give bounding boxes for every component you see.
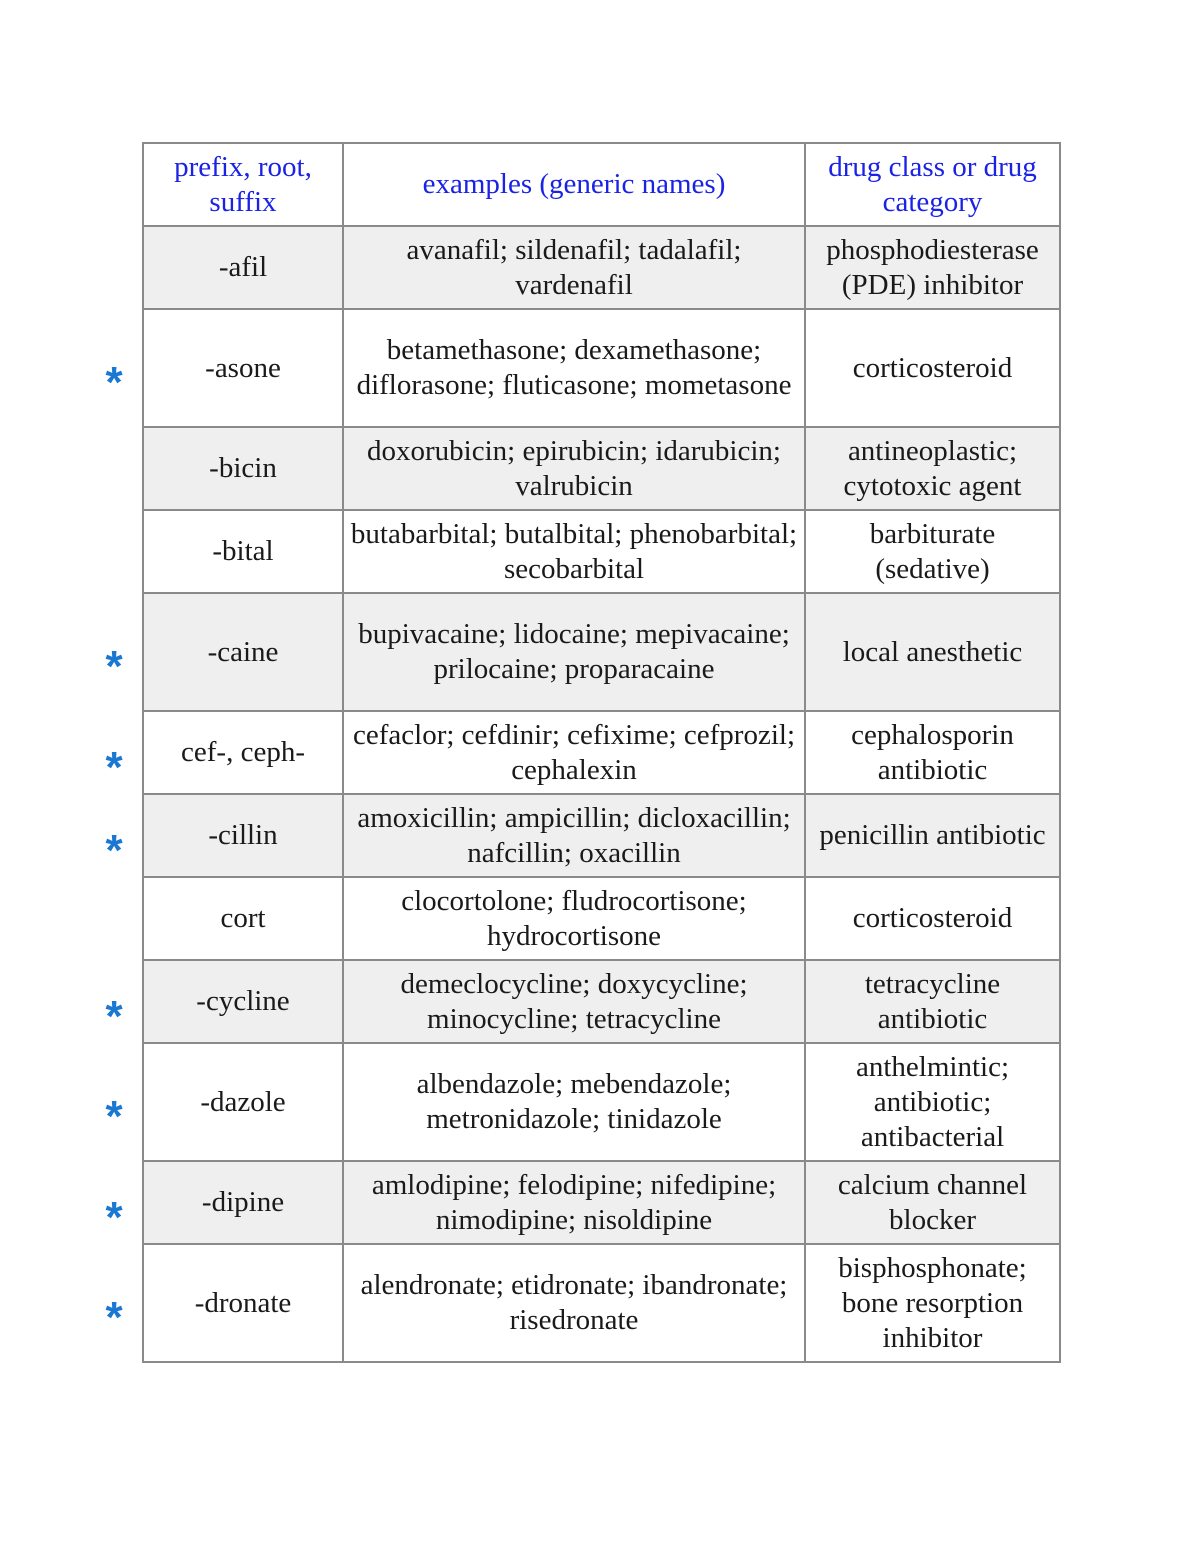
cell-examples-text: amlodipine; felodipine; nifedipine; nimodipine; nisoldipine (371, 1168, 777, 1236)
star-marker-icon: * (105, 1192, 123, 1242)
cell-affix-text: -afil (218, 251, 268, 283)
cell-examples (343, 309, 805, 427)
cell-drug-class-text: phosphodiesterase (PDE) inhibitor (826, 233, 1039, 301)
table-row (143, 711, 1060, 794)
cell-drug-class-text: bisphosphonate; bone resorption inhibitor (838, 1251, 1027, 1354)
cell-affix-text: cef-, ceph- (181, 736, 305, 768)
cell-examples (343, 510, 805, 593)
cell-affix (143, 510, 343, 593)
cell-examples (343, 960, 805, 1043)
cell-drug-class (805, 1161, 1060, 1244)
cell-affix (143, 877, 343, 960)
cell-affix-text: -dronate (194, 1286, 292, 1319)
cell-examples-text: clocortolone; fludrocortisone; hydrocortisone (401, 884, 747, 952)
star-marker-icon: * (105, 1092, 123, 1141)
cell-affix-text: -dipine (201, 1186, 285, 1218)
cell-affix-text: cort (220, 902, 266, 934)
cell-examples (343, 1161, 805, 1244)
table-row (143, 960, 1060, 1043)
cell-affix-text: -asone (205, 351, 281, 384)
cell-examples-text: albendazole; mebendazole; metronidazole; tinidazole (416, 1068, 732, 1135)
cell-affix-text: -cillin (208, 819, 278, 851)
table-row (143, 794, 1060, 877)
cell-examples (343, 1043, 805, 1161)
cell-examples-text: demeclocycline; doxycycline; minocycline; tetracycline (400, 967, 748, 1035)
cell-drug-class (805, 960, 1060, 1043)
cell-affix-text: -cycline (196, 985, 290, 1017)
cell-drug-class-text: penicillin antibiotic (819, 819, 1046, 851)
cell-affix (143, 1043, 343, 1161)
cell-affix-text: -caine (207, 635, 279, 668)
cell-examples (343, 877, 805, 960)
cell-examples (343, 427, 805, 510)
cell-examples-text: amoxicillin; ampicillin; dicloxacillin; nafcillin; oxacillin (357, 801, 791, 869)
cell-examples-text: butabarbital; butalbital; phenobarbital; secobarbital (350, 517, 798, 585)
cell-examples-text: betamethasone; dexamethasone; diflorasone; fluticasone; mometasone (356, 334, 792, 401)
cell-drug-class-text: anthelmintic; antibiotic; antibacterial (855, 1050, 1009, 1153)
header-affix: prefix, root, suffix (143, 143, 343, 226)
cell-examples (343, 794, 805, 877)
star-marker-icon: * (105, 742, 123, 792)
cell-drug-class (805, 1244, 1060, 1362)
cell-affix-text: -bicin (209, 452, 277, 484)
table-row (143, 1244, 1060, 1362)
table-row (143, 877, 1060, 960)
star-marker-icon: * (105, 1293, 123, 1342)
table-row (143, 1043, 1060, 1161)
cell-affix (143, 309, 343, 427)
cell-drug-class-text: local anesthetic (842, 635, 1023, 668)
star-marker-icon: * (105, 825, 123, 875)
star-marker-icon: * (105, 642, 123, 691)
cell-drug-class-text: corticosteroid (852, 902, 1013, 934)
cell-affix-text: -dazole (200, 1085, 286, 1118)
cell-affix (143, 226, 343, 309)
cell-drug-class (805, 510, 1060, 593)
cell-examples-text: cefaclor; cefdinir; cefixime; cefprozil; cephalexin (353, 718, 795, 786)
header-row (143, 143, 1060, 226)
cell-affix (143, 960, 343, 1043)
cell-drug-class (805, 711, 1060, 794)
cell-drug-class (805, 593, 1060, 711)
table-row (143, 309, 1060, 427)
star-marker-icon: * (105, 358, 123, 407)
cell-drug-class-text: corticosteroid (852, 351, 1013, 384)
cell-examples (343, 711, 805, 794)
cell-drug-class-text: barbiturate (sedative) (869, 517, 996, 585)
table-body (143, 226, 1060, 1362)
cell-drug-class (805, 427, 1060, 510)
cell-drug-class (805, 1043, 1060, 1161)
cell-examples (343, 226, 805, 309)
cell-drug-class-text: tetracycline antibiotic (864, 967, 1001, 1035)
cell-drug-class (805, 877, 1060, 960)
cell-examples (343, 593, 805, 711)
cell-drug-class-text: cephalosporin antibiotic (851, 718, 1014, 786)
cell-affix (143, 427, 343, 510)
cell-examples-text: avanafil; sildenafil; tadalafil; vardenafil (406, 233, 742, 301)
table-row (143, 593, 1060, 711)
cell-drug-class (805, 226, 1060, 309)
star-marker-icon: * (105, 991, 123, 1041)
cell-affix (143, 593, 343, 711)
cell-examples (343, 1244, 805, 1362)
header-drug-class: drug class or drug category (805, 143, 1060, 226)
table-row (143, 226, 1060, 309)
table-row (143, 510, 1060, 593)
header-examples: examples (generic names) (343, 143, 805, 226)
drug-stem-table (142, 142, 1061, 1363)
cell-examples-text: doxorubicin; epirubicin; idarubicin; valrubicin (367, 434, 781, 502)
table-row (143, 1161, 1060, 1244)
cell-affix (143, 794, 343, 877)
cell-affix (143, 1161, 343, 1244)
cell-drug-class-text: antineoplastic; cytotoxic agent (843, 434, 1022, 502)
cell-drug-class (805, 309, 1060, 427)
cell-affix (143, 1244, 343, 1362)
table-row (143, 427, 1060, 510)
cell-drug-class (805, 794, 1060, 877)
cell-affix-text: -bital (212, 535, 274, 567)
cell-affix (143, 711, 343, 794)
cell-examples-text: alendronate; etidronate; ibandronate; risedronate (360, 1269, 788, 1336)
cell-examples-text: bupivacaine; lidocaine; mepivacaine; prilocaine; proparacaine (358, 618, 790, 685)
cell-drug-class-text: calcium channel blocker (837, 1168, 1028, 1236)
